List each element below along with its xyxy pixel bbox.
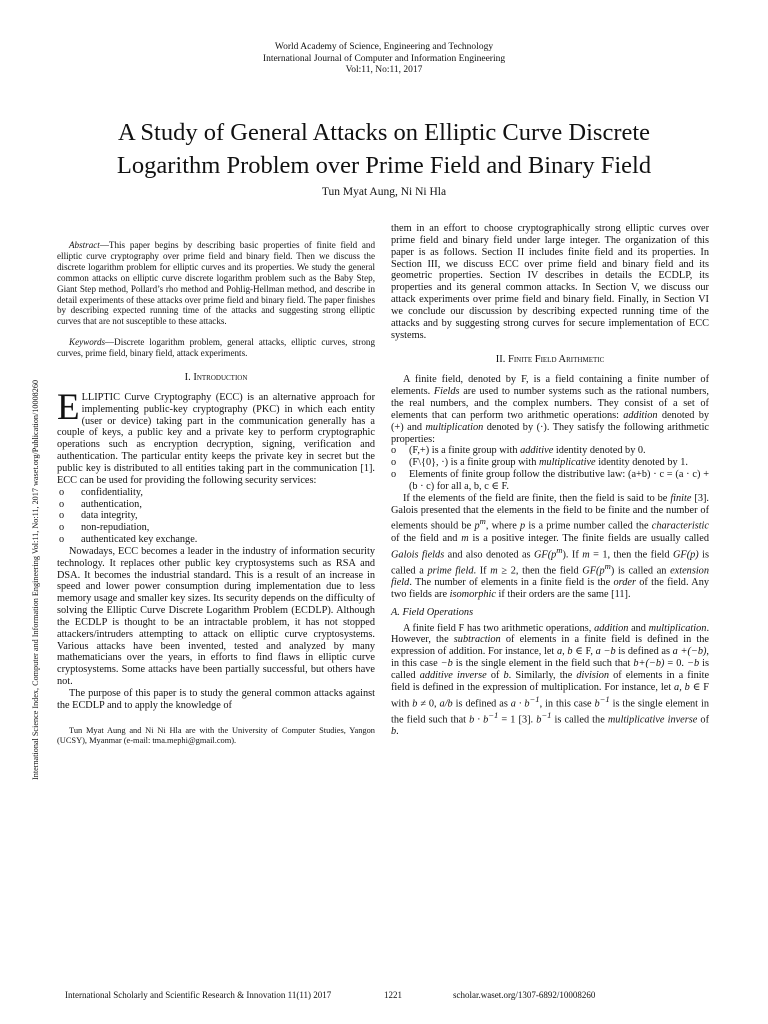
- left-column: [57, 240, 375, 755]
- list-item-text: non-repudiation,: [81, 522, 150, 534]
- field-operations-paragraph: A finite field F has two arithmetic operations, addition and multiplication. However, the subtraction of elements in a finite field is defined in the expression of addition. For instance, let a, b ∈ F, a −b is defined as a +(−b), in this case −b is the single element in the field such that b+(−b) = 0. −b is called additive inverse of b. Similarly, the division of elements in a finite field is defined in the expression of multiplication. For instance, let a, b ∈ F with b ≠ 0, a/b is defined as $a \cdot b^{-1}$, in this case $b^{-1}$ is the single element in the field such that $b \cdot b^{-1} = 1$ [3]. $b^{-1}$ is called the multiplicative inverse of b.: [391, 622, 710, 738]
- security-services-list: [57, 487, 375, 546]
- abstract-label: Abstract: [69, 240, 100, 250]
- bullet-marker: o: [391, 457, 397, 469]
- list-item-text: authentication,: [81, 498, 142, 510]
- list-item: [57, 487, 375, 499]
- author-footnote: Tun Myat Aung and Ni Ni Hla are with the University of Computer Studies, Yangon (UCSY), Myanmar (e-mail: tma.mephi@gmail.com).: [57, 725, 375, 745]
- intro-paragraph-3: The purpose of this paper is to study the general common attacks against the ECDLP and to apply the knowledge of: [57, 688, 375, 711]
- abstract: [57, 240, 375, 327]
- list-item: [57, 499, 375, 511]
- footer-publisher: International Scholarly and Scientific Research & Innovation 11(11) 2017: [65, 990, 332, 1000]
- keywords: [57, 337, 375, 359]
- bullet-marker: o: [59, 522, 65, 534]
- paper-authors: Tun Myat Aung, Ni Ni Hla: [321, 186, 447, 198]
- drop-cap: E: [57, 386, 80, 428]
- bullet-marker: o: [59, 498, 65, 510]
- finite-field-paragraph-2: If the elements of the field are finite, then the field is said to be finite [3]. Galois presented that the elements in the field to be finite and the number of elements should be $p^m$, where p is a prime number called the characteristic of the field and m is a positive integer. The finite fields are usually called Galois fields and also denoted as $GF(p^m)$. If m = 1, then the field GF(p) is called a prime field. If m ≥ 2, then the field $GF(p^m)$ is called an extension field. The number of elements in a finite field is the order of the field. Any two fields are isomorphic if their orders are the same [11].: [391, 492, 710, 600]
- header-volume: Vol:11, No:11, 2017: [345, 65, 423, 75]
- intro-paragraph-2: Nowadays, ECC becomes a leader in the industry of information security technology. It replaces other public key cryptosystems such as RSA and DSA. It becomes the industrial standard. This is a result of an increase in speed and lower power consumption during implementation due to less memory usage and smaller key sizes. Its security depends on the difficulty of solving the Elliptic Curve Discrete Logarithm Problem (ECDLP). Although the ECDLP is thought to be an intractable problem, it has not stopped attackers/intruders attempting to attack on elliptic curve cryptosystems. Various attacks have been invented, tested and analyzed by many mathematicians over the years, in efforts to find flaws in elliptic curve cryptosystems. Some attacks have been partially successful, but others have not.: [57, 545, 375, 688]
- sidebar-citation: International Science Index, Computer and Information Engineering Vol:11, No:11, 2017 waset.org/Publication/10008260: [31, 379, 40, 781]
- keywords-dash: —: [105, 337, 115, 348]
- list-item-text: confidentiality,: [81, 486, 143, 498]
- abstract-dash: —: [99, 240, 109, 250]
- list-item: o (F\{0}, ·) is a finite group with multiplicative identity denoted by 1.: [391, 457, 688, 469]
- list-item-text: authenticated key exchange.: [81, 534, 198, 546]
- section-heading-finite-field: II. Finite Field Arithmetic: [495, 354, 605, 366]
- header-publisher: World Academy of Science, Engineering and Technology: [274, 42, 494, 52]
- header-journal: International Journal of Computer and Information Engineering: [262, 53, 506, 64]
- abstract-text: This paper begins by describing basic properties of finite field and elliptic curve cryptography over prime field and binary field. Then we discuss the discrete logarithm problem for elliptic curves and its properties. We study the general common attacks on elliptic curve discrete logarithm problem such as the Baby Step, Giant Step method, Pollard’s rho method and Pohlig-Hellman method, and describe in detail experiments of these attacks over prime field and binary field. The paper finishes by describing expected running time of the attacks and suggesting strong elliptic curves that are not susceptible to these attacks.: [57, 240, 375, 327]
- bullet-marker: o: [59, 534, 65, 546]
- keywords-text: Discrete logarithm problem, general attacks, elliptic curves, strong curves, prime field, binary field, attack experiments.: [57, 337, 375, 359]
- bullet-marker: o: [391, 469, 397, 481]
- title-line-1: A Study of General Attacks on Elliptic Curve Discrete: [117, 119, 651, 146]
- list-item: o Elements of finite group follow the distributive law: (a+b) · c = (a · c) + (b · c) for all a, b, c ∈ F.: [391, 469, 709, 492]
- bullet-marker: o: [59, 510, 65, 522]
- page-number: 1221: [384, 990, 402, 1000]
- journal-header: [0, 42, 768, 77]
- right-column: [391, 223, 709, 738]
- list-item: o (F,+) is a finite group with additive identity denoted by 0.: [391, 445, 646, 457]
- bullet-marker: o: [59, 486, 65, 498]
- intro-paragraph-3-continued: them in an effort to choose cryptographically strong elliptic curves over prime field and binary field under large integer. The organization of this paper is as follows. Section II includes finite field and its properties. In Section III, we discuss ECC over prime field and binary field and its geometric properties. Section IV describes in details the ECDLP, its properties and its general common attacks. In Section V, we discuss our attack experiments over prime field and binary field. Finally, in Section VI we conclude our discussion by describing expected running time of the attacks and by suggesting strong curves for secure implementation of ECC systems.: [391, 223, 709, 341]
- list-item: [57, 510, 375, 522]
- intro-paragraph-1: [57, 386, 375, 487]
- list-item-text: data integrity,: [81, 510, 138, 522]
- keywords-label: Keywords: [69, 337, 106, 348]
- subsection-heading-field-operations: A. Field Operations: [391, 606, 474, 618]
- paper-title: [20, 116, 748, 182]
- finite-field-paragraph-1: A finite field, denoted by F, is a field containing a finite number of elements. Fields are used to number systems such as the rational numbers, the real numbers, and the complex numbers. They consist of a set of elements that can perform two arithmetic operations: addition denoted by (+) and multiplication denoted by (·). They satisfy the following arithmetic properties:: [391, 374, 710, 445]
- footer-url: scholar.waset.org/1307-6892/10008260: [453, 990, 596, 1000]
- title-line-2: Logarithm Problem over Prime Field and Binary Field: [116, 152, 652, 179]
- intro-p1-text: LLIPTIC Curve Cryptography (ECC) is an alternative approach for implementing public-key cryptography (PKC) in which each entity (user or device) taking part in the communication generally has a couple of keys, a public key and a private key to perform cryptographic operations such as encryption decryption, signing, verification and authentication. The particular entity keeps the private key in secret but the public key is distributed to all entities taking part in the communication [1]. ECC can be used for providing the following security services:: [57, 391, 375, 486]
- bullet-marker: o: [391, 445, 397, 457]
- list-item: [57, 534, 375, 546]
- section-heading-introduction: I. Introduction: [184, 372, 248, 384]
- field-properties-list: [391, 445, 709, 492]
- list-item: [57, 522, 375, 534]
